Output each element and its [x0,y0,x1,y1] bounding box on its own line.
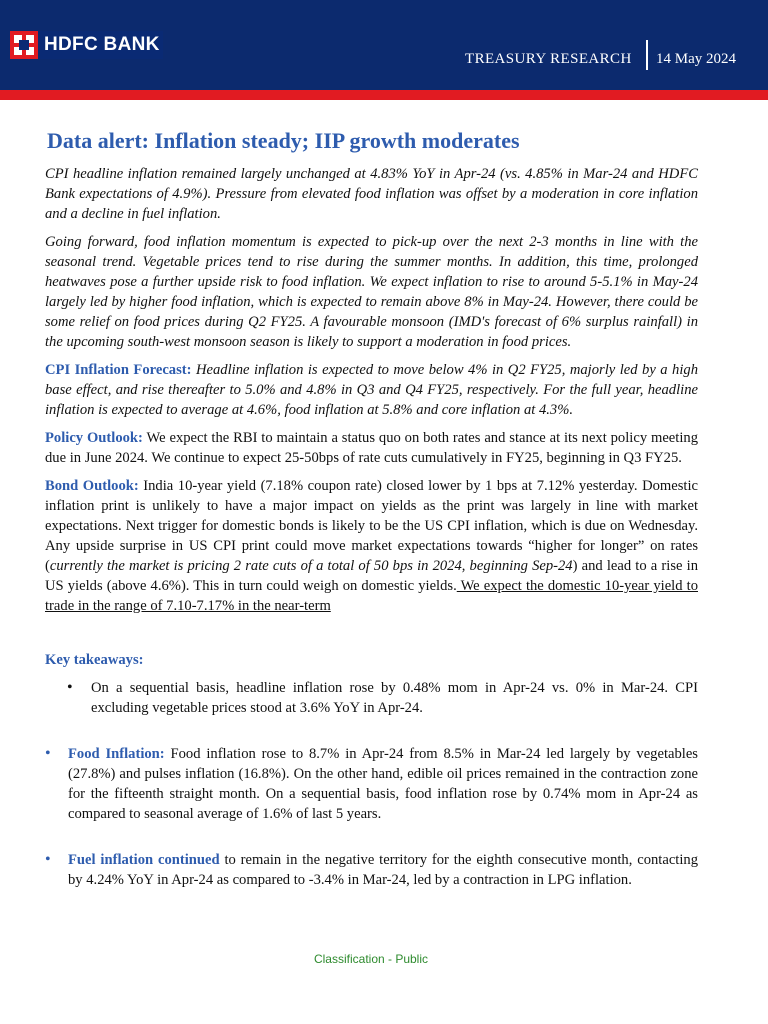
list-item [45,744,698,824]
bullet-text: to remain in the negative territory for the eighth consecutive month, contacting by 4.24% YoY in Apr-24 as compared to -3.4% in Mar-24, led by a contraction in LPG inflation. [68,852,699,888]
summary-paragraph: CPI headline inflation remained largely unchanged at 4.83% YoY in Apr-24 (vs. 4.85% in Mar-24 and HDFC Bank expectations of 4.9%). Pressure from elevated food inflation was offset by a moderation in core inflation and a decline in fuel inflation. [45,166,698,222]
bond-text-1: India 10-year yield (7.18% coupon rate) closed lower by 1 bps at 7.12% yesterday. Domestic inflation print is unlikely to have a major impact on yields as the print was largely in line with market expectations. Next trigger for domestic bonds is likely to be the US CPI inflation, which is due on Wednesday. Any upside surprise in US CPI print could move market expectations towards “higher for longer” on rates ( [45,478,698,574]
bond-text-2: ) and lead to a rise in US yields (above 4.6%). This in turn could weigh on domestic yields. [45,558,698,594]
policy-paragraph [45,428,698,468]
hdfc-logo-mark-icon [10,31,38,59]
bond-paragraph [45,476,698,616]
report-body [45,164,698,916]
bullet-icon: • [45,851,51,868]
forecast-paragraph [45,360,698,420]
logo-text: HDFC BANK [44,34,160,55]
classification-footer: Classification - Public [313,952,429,966]
report-date: 14 May 2024 [656,51,736,67]
forecast-label: CPI Inflation Forecast: [45,362,192,378]
hdfc-logo [10,31,163,59]
bullet-icon: • [67,679,73,696]
policy-label: Policy Outlook: [45,430,143,446]
bond-underlined-text: We expect the domestic 10-year yield to trade in the range of 7.10-7.17% in the near-term [45,578,698,614]
bond-text-italic: currently the market is pricing 2 rate cuts of a total of 50 bps in 2024, beginning Sep-24 [49,558,573,574]
header-divider [646,40,648,70]
policy-text: We expect the RBI to maintain a status quo on both rates and stance at its next policy meeting due in June 2024. We continue to expect 25-50bps of rate cuts cumulatively in FY25, beginning in Q3 FY25. [45,430,698,466]
header-red-stripe [0,90,768,100]
bullet-icon: • [45,745,51,762]
list-item [45,678,698,718]
page-title: Data alert: Inflation steady; IIP growth moderates [47,128,520,153]
outlook-paragraph: Going forward, food inflation momentum is expected to pick-up over the next 2-3 months in line with the seasonal trend. Vegetable prices tend to rise during the summer months. In addition, this time, prolonged heatwaves pose a further upside risk to food inflation. We expect inflation to rise to around 5-5.1% in May-24 largely led by higher food inflation, which is expected to remain above 8% in May-24. However, there could be some relief on food prices during Q2 FY25. A favourable monsoon (IMD's forecast of 6% surplus rainfall) in the upcoming south-west monsoon season is likely to support a moderation in food prices. [45,234,698,350]
department-label: TREASURY RESEARCH [465,51,632,67]
list-item [45,850,698,890]
bond-label: Bond Outlook: [45,478,139,494]
fuel-inflation-label: Fuel inflation continued [68,852,220,868]
forecast-text: Headline inflation is expected to move below 4% in Q2 FY25, majorly led by a high base effect, and rise thereafter to 5.0% and 4.8% in Q3 and Q4 FY25, respectively. For the full year, headline inflation is expected to average at 4.6%, food inflation at 5.8% and core inflation at 4.3%. [45,362,698,418]
bullet-text: On a sequential basis, headline inflation rose by 0.48% mom in Apr-24 vs. 0% in Mar-24. CPI excluding vegetable prices stood at 3.6% YoY in Apr-24. [91,680,698,716]
header-banner [0,0,768,90]
key-takeaways-heading: Key takeaways: [45,652,144,668]
bullet-text: Food inflation rose to 8.7% in Apr-24 from 8.5% in Mar-24 led largely by vegetables (27.8%) and pulses inflation (16.8%). On the other hand, edible oil prices remained in the contraction zone for the fifteenth straight month. On a sequential basis, food inflation rose by 0.74% mom in Apr-24 as compared to seasonal average of 1.6% of last 5 years. [68,746,698,822]
food-inflation-label: Food Inflation: [68,746,165,762]
